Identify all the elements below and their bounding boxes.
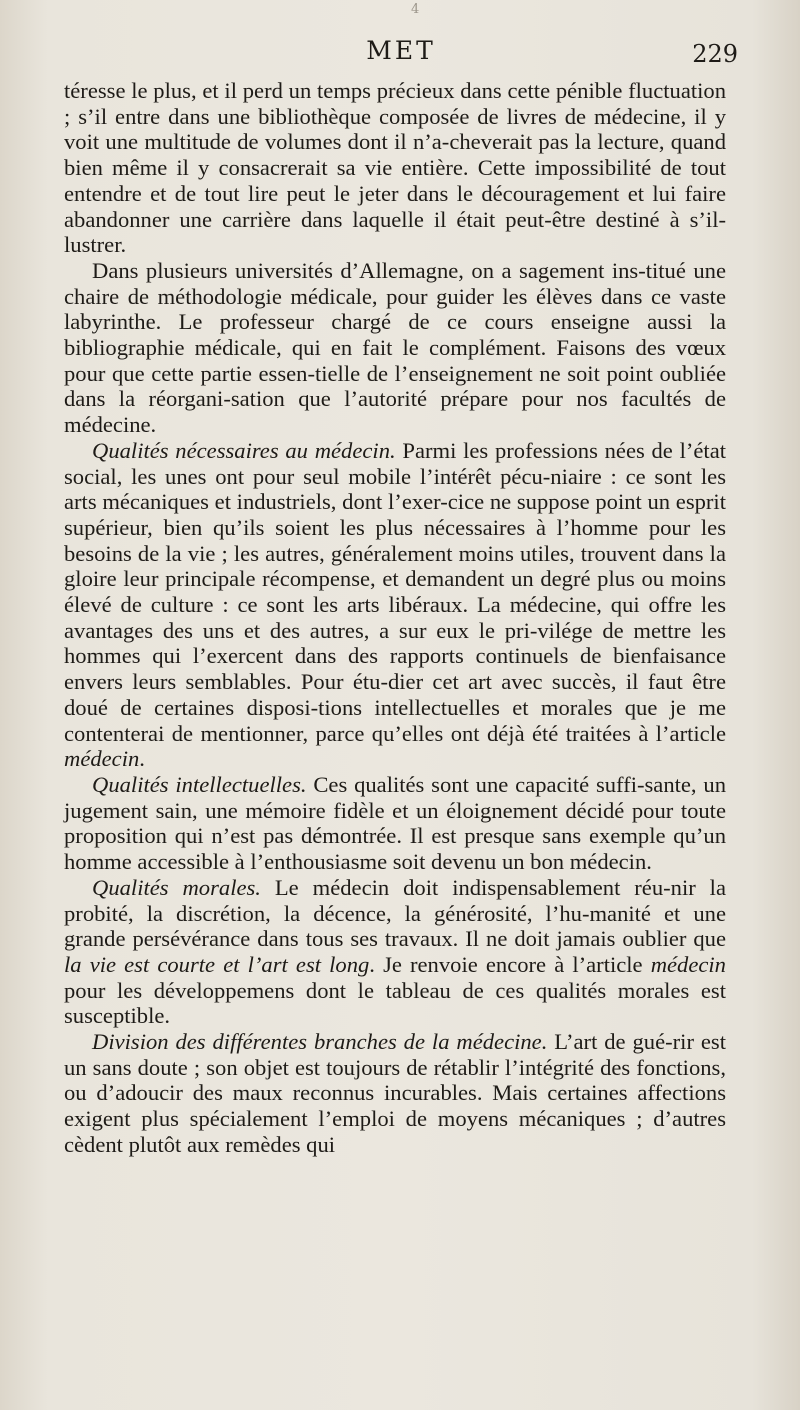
page-header	[64, 36, 738, 72]
paragraph-moral-qualities	[64, 875, 726, 1029]
paragraph-text: Dans plusieurs universités d’Allemagne, on a sagement ins-titué une chaire de méthodologie médicale, pour guider les élèves dans ce vaste labyrinthe. Le professeur chargé de ce cours enseigne aussi la bibliographie médicale, qui en fait le complément. Faisons des vœux pour que cette partie essen-tielle de l’enseignement ne soit point oubliée dans la réorgani-sation que l’autorité prépare pour nos facultés de médecine.	[64, 257, 726, 438]
paragraph-continuation	[64, 78, 726, 258]
section-heading: Qualités intellectuelles.	[92, 771, 307, 797]
paragraph-text: téresse le plus, et il perd un temps précieux dans cette pénible fluctuation ; s’il entre dans une bibliothèque composée de livres de médecine, il y voit une multitude de volumes dont il n’a-cheverait pas la lecture, quand bien même il y consacrerait sa vie entière. Cette impossibilité de tout entendre et de tout lire peut le jeter dans le découragement et lui faire abandonner une carrière dans laquelle il était peut-être destiné à s’il-lustrer.	[64, 78, 726, 258]
page-number: 229	[692, 40, 738, 68]
paragraph-text: Ces qualités sont une capacité suffi-sante, un jugement sain, une mémoire fidèle et un éloignement décidé pour toute proposition qui n’est pas démontrée. Il est presque sans exemple qu’un homme accessible à l’enthousiasme soit devenu un bon médecin.	[64, 771, 726, 875]
paragraph-division	[64, 1029, 726, 1158]
top-mark: 4	[411, 2, 420, 17]
article-reference: médecin	[64, 746, 140, 772]
paragraph-text: .	[139, 746, 145, 772]
paragraph-text: . Je renvoie encore à l’article	[369, 951, 651, 977]
paragraph-text: Parmi les professions nées de l’état social, les unes ont pour seul mobile l’intérêt pécu-niaire : ce sont les arts mécaniques et industriels, dont l’exer-cice ne suppose point un esprit supérieur, bien qu’ils soient les plus nécessaires à l’homme pour les besoins de la vie ; les autres, généralement moins utiles, trouvent dans la gloire leur principale récompense, et demandent un degré plus ou moins élevé de culture : ce sont les arts libéraux. La médecine, qui offre les avantages des uns et des autres, a sur eux le pri-vilége de mettre les hommes qui l’exercent dans des rapports continuels de bienfaisance envers leurs semblables. Pour étu-dier cet art avec succès, il faut être doué de certaines disposi-tions intellectuelles et morales que je me contenterai de mentionner, parce qu’elles ont déjà été traitées à l’article	[64, 437, 726, 746]
paragraph-text: L’art de gué-rir est un sans doute ; son objet est toujours de rétablir l’intégrité des fonctions, ou d’adoucir des maux reconnus incurables. Mais certaines affections exigent plus spécialement l’emploi de moyens mécaniques ; d’autres cèdent plutôt aux remèdes qui	[64, 1029, 726, 1157]
quotation: la vie est courte et l’art est long	[64, 951, 370, 977]
section-heading: Division des différentes branches de la médecine.	[92, 1029, 548, 1055]
section-heading: Qualités nécessaires au médecin.	[92, 437, 396, 463]
paragraph-intellectual-qualities	[64, 772, 726, 875]
paragraph-text: pour les développemens dont le tableau de ces qualités morales est susceptible.	[64, 977, 726, 1029]
running-head: MET	[366, 36, 436, 65]
article-reference: médecin	[650, 951, 726, 977]
paragraph-text: Le médecin doit indispensablement réu-nir la probité, la discrétion, la décence, la générosité, l’hu-manité et une grande persévérance dans tous ses travaux. Il ne doit jamais oublier que	[64, 874, 726, 952]
paragraph-necessary-qualities	[64, 438, 726, 772]
body-text	[64, 78, 726, 1158]
paragraph-methodology	[64, 258, 726, 438]
section-heading: Qualités morales.	[92, 874, 261, 900]
